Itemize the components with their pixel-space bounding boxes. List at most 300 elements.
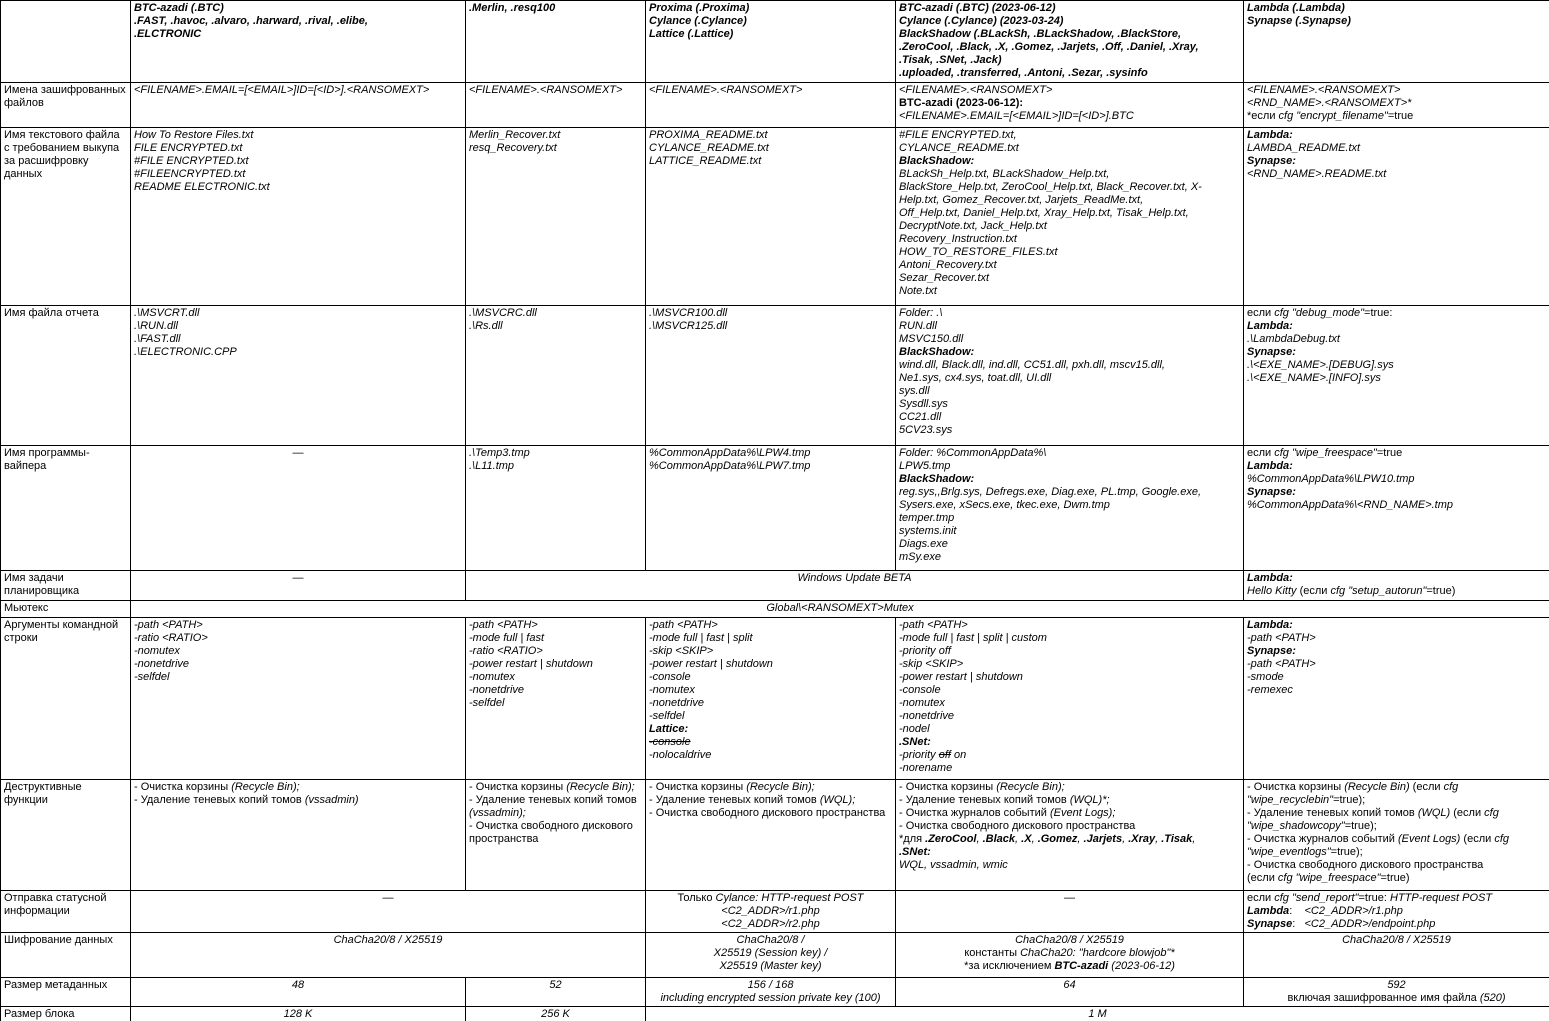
text-segment: %CommonAppData%\LPW7.tmp (649, 459, 811, 472)
text-segment: .ELCTRONIC (134, 27, 202, 40)
header-cell (896, 1, 1244, 83)
cell-line (899, 424, 1240, 437)
table-cell (131, 618, 466, 780)
text-segment: wind.dll, Black.dll, ind.dll, CC51.dll, pxh.dll, mscv15.dll, (899, 358, 1165, 371)
text-segment: Antoni_Recovery.txt (899, 258, 997, 271)
cell-line (899, 859, 1240, 872)
text-segment: (Event Logs); (1049, 806, 1116, 819)
cell-line (469, 129, 642, 142)
cell-line (899, 54, 1240, 67)
text-segment: (WQL); (819, 793, 856, 806)
text-segment: WQL, vssadmin, wmic (899, 858, 1008, 871)
cell-line (899, 486, 1240, 499)
text-segment: , (1077, 832, 1084, 845)
text-segment: Lambda: (1247, 572, 1293, 584)
table-cell (131, 83, 466, 128)
cell-line (649, 307, 892, 320)
cell-line (899, 84, 1240, 97)
text-segment: если (1247, 892, 1275, 904)
text-segment: <C2_ADDR>/r2.php (721, 917, 820, 930)
text-segment: Cylance (.Cylance) (649, 14, 747, 27)
cell-line (1247, 934, 1546, 947)
cell-line (649, 905, 892, 918)
text-segment: .Xray (1128, 832, 1156, 845)
cell-line (899, 658, 1240, 671)
table-row (1, 618, 1549, 780)
cell-line (134, 181, 462, 194)
cell-line (899, 385, 1240, 398)
text-segment: Off_Help.txt, Daniel_Help.txt, Xray_Help.txt, Tisak_Help.txt, (899, 206, 1189, 219)
table-row (1, 933, 1549, 978)
cell-line (134, 15, 462, 28)
text-segment: Lattice (.Lattice) (649, 27, 734, 40)
cell-line (469, 645, 642, 658)
text-segment: Ne1.sys, cx4.sys, toat.dll, UI.dll (899, 371, 1052, 384)
cell-line (899, 473, 1240, 486)
header-cell (646, 1, 896, 83)
cell-line (1247, 359, 1546, 372)
text-segment: , (1122, 832, 1129, 845)
cell-line (469, 447, 642, 460)
text-segment: -nonetdrive (134, 657, 190, 670)
text-segment: , (1031, 832, 1038, 845)
cell-line (899, 781, 1240, 794)
text-segment: LPW5.tmp (899, 459, 951, 472)
text-segment: ChaCha20/8 / X25519 (333, 934, 443, 946)
cell-line (1247, 333, 1546, 346)
text-segment: , (1155, 832, 1162, 845)
table-cell (131, 128, 466, 306)
text-segment: -mode full | fast | split (649, 631, 753, 644)
text-segment: - Очистка корзины (899, 781, 997, 793)
text-segment: (WQL) (1417, 806, 1451, 819)
text-segment: BlackShadow: (899, 154, 975, 167)
text-segment: CC21.dll (899, 410, 942, 423)
table-body (1, 1, 1549, 1021)
text-segment: -mode full | fast | split | custom (899, 631, 1047, 644)
cell-line (134, 346, 462, 359)
cell-line (134, 632, 462, 645)
table-cell (646, 891, 896, 933)
cell-line (134, 572, 462, 585)
text-segment: - Очистка журналов событий (899, 806, 1050, 819)
text-segment: (если (1299, 584, 1331, 597)
text-segment: Sysers.exe, xSecs.exe, tkec.exe, Dwm.tmp (899, 498, 1110, 511)
table-cell (466, 1006, 646, 1021)
cell-line (469, 320, 642, 333)
text-segment: -path <PATH> (899, 619, 968, 631)
table-cell (1244, 571, 1549, 601)
cell-line (1247, 142, 1546, 155)
text-segment: Folder: %CommonAppData%\ (899, 447, 1047, 459)
cell-line (899, 710, 1240, 723)
cell-line (134, 2, 462, 15)
text-segment: .Gomez (1037, 832, 1078, 845)
text-segment: -nolocaldrive (649, 748, 712, 761)
text-segment: -skip <SKIP> (649, 644, 714, 657)
text-segment: Merlin_Recover.txt (469, 129, 561, 141)
text-segment: <RND_NAME>.<RANSOMEXT>* (1247, 96, 1412, 109)
text-segment: off (938, 748, 951, 761)
text-segment: - Очистка корзины (649, 781, 747, 793)
cell-line (134, 28, 462, 41)
text-segment: - Удаление теневых копий томов (134, 793, 305, 806)
text-segment: (если (1409, 781, 1444, 793)
text-segment: #FILE ENCRYPTED.txt, (899, 129, 1017, 141)
text-segment: включая зашифрованное имя файла (1287, 991, 1480, 1004)
text-segment: Synapse (.Synapse) (1247, 14, 1351, 27)
cell-line (899, 320, 1240, 333)
text-segment: .\<EXE_NAME>.[INFO].sys (1247, 371, 1381, 384)
text-segment: Diags.exe (899, 537, 948, 550)
text-segment: <FILENAME>.EMAIL=[<EMAIL>]ID=[<ID>].<RANSOMEXT> (134, 84, 430, 96)
row-label: Размер метаданных (1, 978, 131, 1007)
text-segment: 256 K (541, 1007, 570, 1020)
cell-line (649, 934, 892, 947)
table-cell (646, 933, 896, 978)
table-cell (1244, 780, 1549, 891)
cell-line (899, 97, 1240, 110)
cell-line (649, 15, 892, 28)
text-segment: , (1192, 832, 1196, 845)
text-segment: (если (1450, 806, 1485, 819)
cell-line (899, 67, 1240, 80)
table-row (1, 1006, 1549, 1021)
text-segment: DecryptNote.txt, Jack_Help.txt (899, 219, 1047, 232)
cell-line (134, 671, 462, 684)
text-segment: Folder: .\ (899, 307, 943, 319)
table-cell (896, 933, 1244, 978)
header-cell (466, 1, 646, 83)
text-segment: Lambda (1247, 904, 1290, 917)
cell-line (1247, 129, 1546, 142)
cell-line (899, 525, 1240, 538)
cell-line (649, 992, 892, 1005)
cell-line (899, 142, 1240, 155)
text-segment: -path <PATH> (1247, 657, 1316, 670)
table-cell (466, 128, 646, 306)
text-segment: Lambda: (1247, 459, 1293, 472)
text-segment: PROXIMA_README.txt (649, 129, 768, 141)
text-segment: "wipe_eventlogs" (1247, 845, 1331, 858)
cell-line (649, 979, 892, 992)
text-segment: .\MSVCRC.dll (469, 307, 537, 319)
cell-line (134, 307, 462, 320)
table-cell (466, 306, 646, 446)
cell-line (649, 447, 892, 460)
text-segment: .Tisak, .SNet, .Jack) (899, 53, 1002, 66)
text-segment: =true: (1358, 892, 1390, 904)
text-segment: mSy.exe (899, 550, 941, 563)
text-segment: Sezar_Recover.txt (899, 271, 990, 284)
text-segment: -path <PATH> (649, 619, 718, 631)
text-segment: -power restart | shutdown (469, 657, 593, 670)
text-segment: -path <PATH> (134, 619, 203, 631)
text-segment: <C2_ADDR>/r1.php (1304, 904, 1403, 917)
cell-line (1247, 110, 1546, 123)
cell-line (899, 110, 1240, 123)
text-segment: Synapse: (1247, 644, 1296, 657)
text-segment: CYLANCE_README.txt (899, 141, 1019, 154)
cell-line (899, 736, 1240, 749)
cell-line (899, 671, 1240, 684)
cell-line (899, 749, 1240, 762)
text-segment: -smode (1247, 670, 1284, 683)
cell-line (1247, 486, 1546, 499)
text-segment: LATTICE_README.txt (649, 154, 762, 167)
table-cell (131, 601, 1549, 618)
text-segment: — (1064, 892, 1075, 904)
cell-line (134, 155, 462, 168)
text-segment: -skip <SKIP> (899, 657, 964, 670)
row-label: Имя программы-вайпера (1, 446, 131, 571)
text-segment: .Black (982, 832, 1016, 845)
cell-line (469, 307, 642, 320)
text-segment: =true); (1333, 793, 1366, 806)
text-segment: Hello Kitty (1247, 584, 1300, 597)
text-segment: .\<EXE_NAME>.[DEBUG].sys (1247, 358, 1394, 371)
table-cell (646, 780, 896, 891)
text-segment: -console (649, 735, 691, 748)
text-segment: -selfdel (134, 670, 170, 683)
cell-line (899, 447, 1240, 460)
cell-line (899, 697, 1240, 710)
text-segment: RUN.dll (899, 319, 937, 332)
cell-line (469, 142, 642, 155)
text-segment: .\L11.tmp (469, 459, 515, 472)
row-label: Отправка статусной информации (1, 891, 131, 933)
cell-line (469, 697, 642, 710)
cell-line (899, 807, 1240, 820)
text-segment: .\Temp3.tmp (469, 447, 530, 459)
cell-line (649, 671, 892, 684)
cell-line (1247, 892, 1546, 905)
text-segment: ChaCha20/8 / (736, 934, 805, 946)
text-segment: (Recycle Bin); (746, 781, 815, 793)
text-segment: .X (1021, 832, 1032, 845)
cell-line (134, 447, 462, 460)
table-cell (131, 1006, 466, 1021)
cell-line (899, 820, 1240, 833)
table-row (1, 978, 1549, 1007)
text-segment: — (292, 572, 304, 584)
text-segment: <FILENAME>.<RANSOMEXT> (469, 84, 623, 96)
text-segment: LAMBDA_README.txt (1247, 141, 1361, 154)
table-cell (131, 780, 466, 891)
text-segment: - Очистка журналов событий (1247, 832, 1398, 845)
table-cell (896, 618, 1244, 780)
text-segment: README ELECTRONIC.txt (134, 180, 270, 193)
cell-line (1247, 645, 1546, 658)
cell-line (1247, 632, 1546, 645)
cell-line (134, 979, 462, 992)
cell-line (899, 181, 1240, 207)
cell-line (649, 632, 892, 645)
text-segment: -nonetdrive (649, 696, 705, 709)
text-segment: BTC-azadi (.BTC) (134, 2, 224, 14)
cell-line (899, 207, 1240, 220)
cell-line (899, 947, 1240, 960)
cell-line (1247, 846, 1546, 859)
text-segment: Synapse: (1247, 485, 1296, 498)
text-segment: - Удаление теневых копий томов (1247, 806, 1418, 819)
cell-line (899, 307, 1240, 320)
cell-line (899, 794, 1240, 807)
header-cell (131, 1, 466, 83)
table-cell (1244, 306, 1549, 446)
text-segment: =true) (1426, 584, 1456, 597)
cell-line (469, 619, 642, 632)
text-segment: — (382, 892, 394, 904)
text-segment: Synapse: (1247, 345, 1296, 358)
text-segment: CYLANCE_README.txt (649, 141, 769, 154)
text-segment: (если (1460, 832, 1495, 845)
text-segment: Lambda (.Lambda) (1247, 2, 1345, 14)
table-cell (896, 978, 1244, 1007)
text-segment: .\Rs.dll (469, 319, 503, 332)
table-cell (131, 891, 646, 933)
text-segment: cfg "wipe_freespace" (1277, 871, 1381, 884)
table-cell (1244, 446, 1549, 571)
cell-line (1247, 781, 1546, 794)
cell-line (899, 15, 1240, 28)
cell-line (469, 671, 642, 684)
row-label: Размер блока (1, 1006, 131, 1021)
cell-line (649, 619, 892, 632)
text-segment: Recovery_Instruction.txt (899, 232, 1017, 245)
table-row (1, 306, 1549, 446)
cell-line (1247, 168, 1546, 181)
table-cell (1244, 978, 1549, 1007)
text-segment: 48 (291, 979, 305, 991)
cell-line (134, 84, 462, 97)
cell-line (649, 645, 892, 658)
text-segment: - Очистка свободного дискового пространства (899, 819, 1136, 832)
text-segment: =true (1376, 447, 1403, 459)
cell-line (899, 129, 1240, 142)
text-segment: .\MSVCRT.dll (134, 307, 200, 319)
cell-line (134, 129, 462, 142)
text-segment: Cylance (.Cylance) (2023-03-24) (899, 14, 1064, 27)
cell-line (899, 398, 1240, 411)
row-label: Имя задачи планировщика (1, 571, 131, 601)
table-cell (466, 571, 1244, 601)
text-segment: #FILEENCRYPTED.txt (134, 167, 246, 180)
text-segment: -nomutex (134, 644, 180, 657)
text-segment: (WQL)*; (1069, 793, 1110, 806)
text-segment: <C2_ADDR>/endpoint.php (1304, 917, 1436, 930)
text-segment: .uploaded, .transferred, .Antoni, .Sezar, .sysinfo (899, 66, 1148, 79)
text-segment: -power restart | shutdown (899, 670, 1023, 683)
table-row (1, 571, 1549, 601)
cell-line (649, 684, 892, 697)
text-segment: BlackShadow: (899, 345, 975, 358)
text-segment: cfg (1484, 806, 1499, 819)
text-segment: #FILE ENCRYPTED.txt (134, 154, 249, 167)
cell-line (899, 960, 1240, 973)
text-segment: (2023-06-12) (1111, 959, 1175, 972)
text-segment: -priority (899, 748, 939, 761)
text-segment: - Очистка свободного дискового пространства (1247, 858, 1484, 871)
text-segment: including encrypted session private key (100) (660, 991, 881, 1004)
text-segment: (vssadmin); (469, 806, 526, 819)
table-cell (466, 978, 646, 1007)
cell-line (1247, 992, 1546, 1005)
cell-line (899, 460, 1240, 473)
cell-line (899, 346, 1240, 359)
cell-line (1247, 979, 1546, 992)
text-segment: если (1247, 447, 1275, 459)
cell-line (649, 781, 892, 794)
table-header-row (1, 1, 1549, 83)
cell-line (649, 1008, 1546, 1021)
table-cell (896, 83, 1244, 128)
text-segment: MSVC150.dll (899, 332, 964, 345)
cell-line (899, 892, 1240, 905)
text-segment: -nomutex (649, 683, 695, 696)
text-segment: <FILENAME>.<RANSOMEXT> (1247, 84, 1401, 96)
text-segment: sys.dll (899, 384, 930, 397)
row-label: Шифрование данных (1, 933, 131, 978)
cell-line (469, 979, 642, 992)
text-segment: =true (1387, 109, 1414, 122)
cell-line (1247, 619, 1546, 632)
cell-line (649, 155, 892, 168)
text-segment: - Удаление теневых копий томов (649, 793, 820, 806)
text-segment: 64 (1063, 979, 1076, 991)
table-cell (1244, 83, 1549, 128)
text-segment: .ZeroCool, .Black, .X, .Gomez, .Jarjets, .Off, .Daniel, .Xray, (899, 40, 1199, 53)
text-segment: cfg "debug_mode" (1274, 307, 1365, 319)
text-segment: -path <PATH> (469, 619, 538, 631)
cell-line (1247, 97, 1546, 110)
cell-line (469, 684, 642, 697)
cell-line (1247, 2, 1546, 15)
text-segment: - Удаление теневых копий томов (469, 793, 637, 806)
text-segment: "wipe_shadowcopy" (1247, 819, 1345, 832)
cell-line (1247, 346, 1546, 359)
text-segment: -norename (899, 761, 953, 774)
cell-line (469, 572, 1240, 585)
cell-line (1247, 833, 1546, 846)
cell-line (134, 892, 642, 905)
text-segment: -priority off (899, 644, 951, 657)
cell-line (649, 658, 892, 671)
text-segment: systems.init (899, 524, 957, 537)
text-segment: ChaCha20: "hardcore blowjob"* (1020, 946, 1175, 959)
text-segment: - Очистка корзины (134, 781, 232, 793)
cell-line (1247, 320, 1546, 333)
cell-line (899, 934, 1240, 947)
text-segment: BTC-azadi (2023-06-12): (899, 96, 1024, 109)
cell-line (134, 619, 462, 632)
cell-line (899, 285, 1240, 298)
text-segment: , (1015, 832, 1022, 845)
row-label: Имена зашифрованных файлов (1, 83, 131, 128)
cell-line (1247, 585, 1546, 598)
text-segment: .SNet: (899, 735, 931, 748)
text-segment: : (1292, 917, 1305, 930)
text-segment: .Tisak (1161, 832, 1193, 845)
text-segment: .ZeroCool (925, 832, 977, 845)
text-segment: %CommonAppData%\LPW4.tmp (649, 447, 811, 459)
text-segment: .\MSVCR125.dll (649, 319, 728, 332)
text-segment: .SNet: (899, 845, 931, 858)
cell-line (899, 979, 1240, 992)
text-segment: BlackShadow: (899, 472, 975, 485)
text-segment: — (292, 447, 304, 459)
row-label: Имя текстового файла с требованием выкупа за расшифровку данных (1, 128, 131, 306)
